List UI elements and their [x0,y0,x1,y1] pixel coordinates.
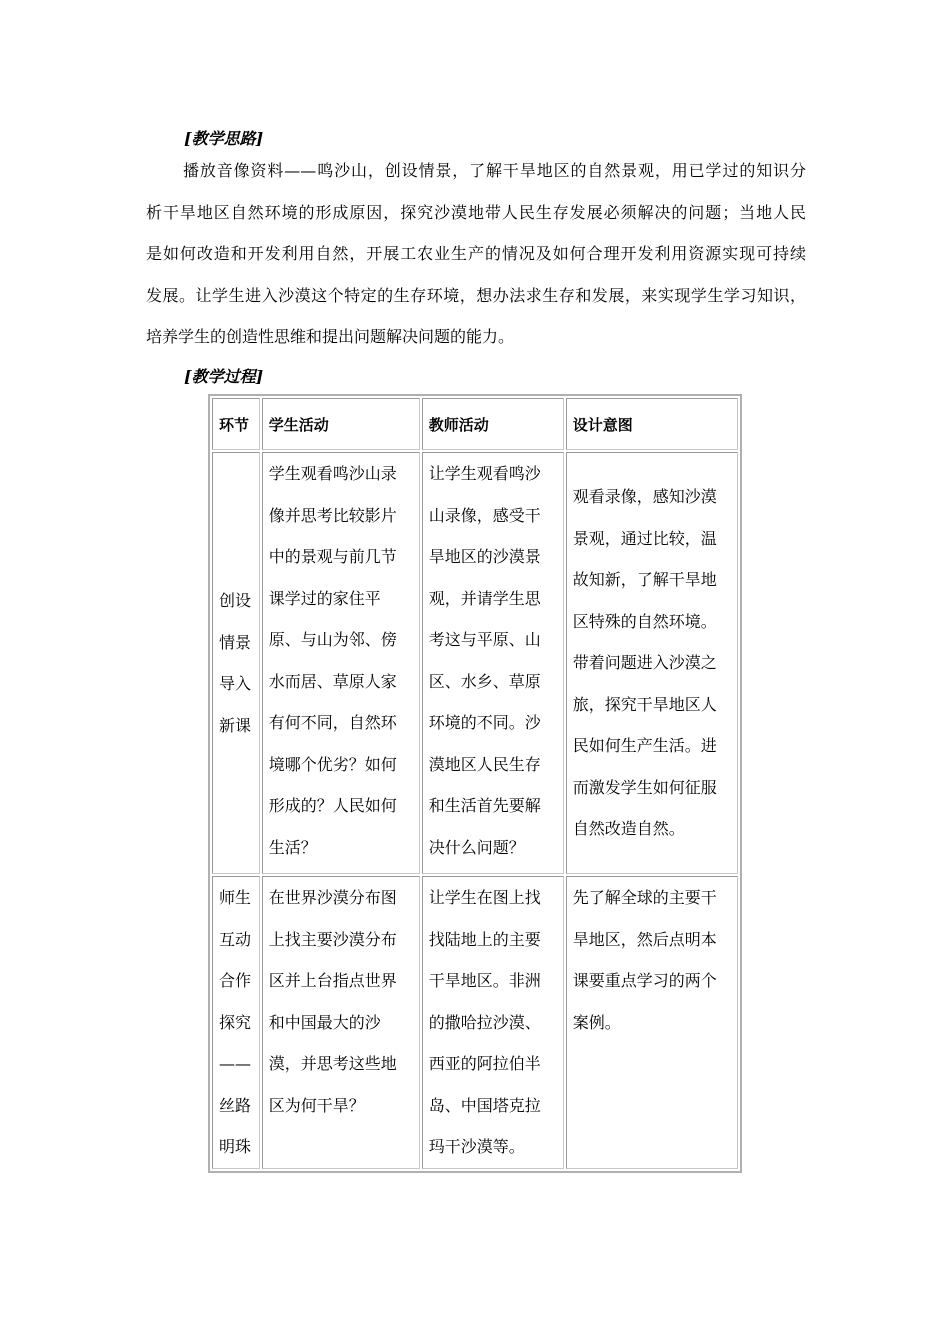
table-row [212,452,738,874]
header-student-activity: 学生活动 [262,398,420,450]
stage-cell: 创设 情景 导入 新课 [212,452,260,874]
stage-cell: 师生 互动 合作 探究 —— 丝路 明珠 [212,876,260,1169]
teacher-activity-cell: 让学生观看鸣沙 山录像，感受干 旱地区的沙漠景 观，并请学生思 考这与平原、山 区、水乡、草原 环境的不同。沙 漠地区人民生存 和生活首先要解 决什么问题？ [422,452,564,874]
header-teacher-activity: 教师活动 [422,398,564,450]
teacher-activity-cell: 让学生在图上找 找陆地上的主要 干旱地区。非洲 的撒哈拉沙漠、 西亚的阿拉伯半 岛、中国塔克拉 玛干沙漠等。 [422,876,564,1169]
student-activity-cell: 学生观看鸣沙山录 像并思考比较影片 中的景观与前几节 课学过的家住平 原、与山为邻、傍 水而居、草原人家 有何不同，自然环 境哪个优劣？如何 形成的？人民如何 生活？ [262,452,420,874]
teaching-idea-paragraph [146,150,806,358]
header-design-intent: 设计意图 [566,398,738,450]
design-intent-cell: 先了解全球的主要干 旱地区，然后点明本 课要重点学习的两个 案例。 [566,876,738,1169]
section-heading-teaching-process: [教学过程] [184,367,264,386]
paragraph-line: 播放音像资料——鸣沙山，创设情景，了解干旱地区的自然景观，用已学过的知识分 [183,161,806,180]
student-activity-cell: 在世界沙漠分布图 上找主要沙漠分布 区并上台指点世界 和中国最大的沙 漠，并思考这些地 区为何干旱？ [262,876,420,1169]
header-stage: 环节 [212,398,260,450]
table-header-row [212,398,738,450]
paragraph-line: 是如何改造和开发利用自然，开展工农业生产的情况及如何合理开发利用资源实现可持续 [146,244,806,264]
paragraph-line: 析干旱地区自然环境的形成原因，探究沙漠地带人民生存发展必须解决的问题；当地人民 [146,202,806,222]
paragraph-line: 发展。让学生进入沙漠这个特定的生存环境，想办法求生存和发展，来实现学生学习知识， [146,285,806,305]
table-row [212,876,738,1169]
teaching-process-table [208,394,742,1173]
design-intent-cell: 观看录像，感知沙漠 景观，通过比较，温 故知新，了解干旱地 区特殊的自然环境。 带着问题进入沙漠之 旅，探究干旱地区人 民如何生产生活。进 而激发学生如何征服 自然改造自然。 [566,452,738,874]
section-heading-teaching-idea: [教学思路] [184,129,264,148]
paragraph-line: 培养学生的创造性思维和提出问题解决问题的能力。 [146,327,515,347]
